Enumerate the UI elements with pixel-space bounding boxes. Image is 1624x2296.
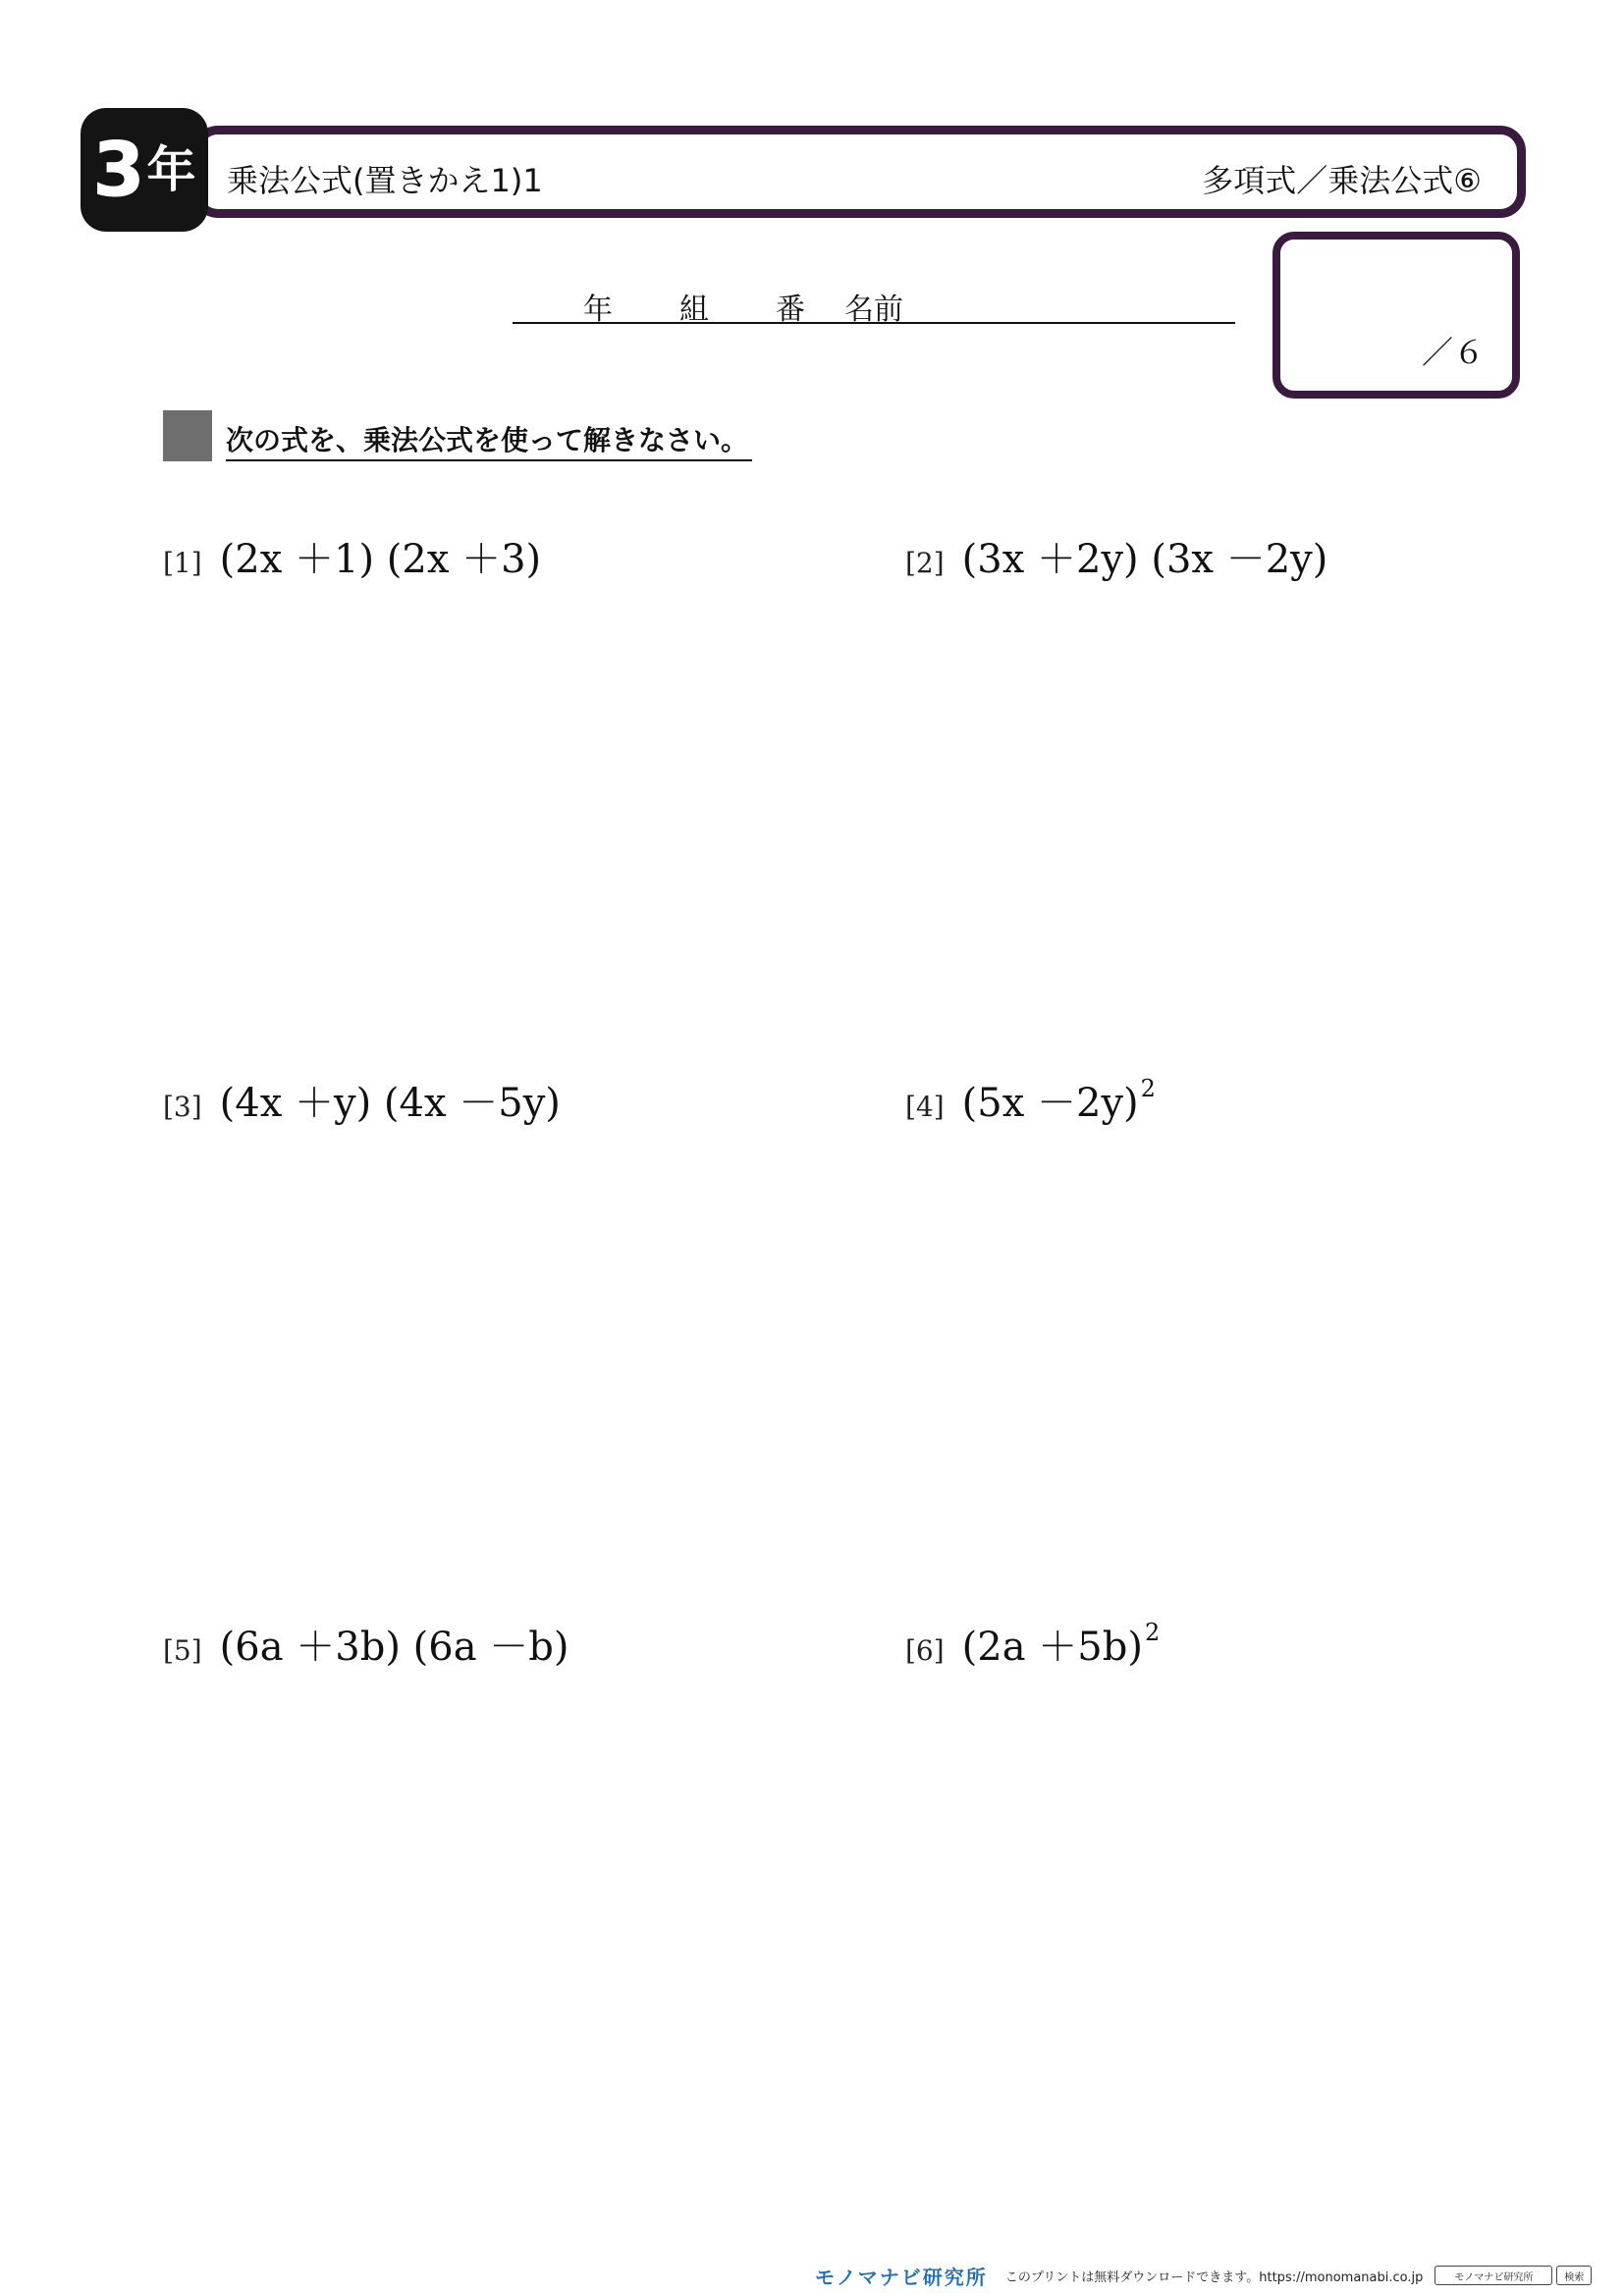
- instruction: [163, 410, 752, 461]
- problem-number: [5]: [163, 1634, 202, 1667]
- class-label: 組: [679, 293, 709, 327]
- problem-number: [2]: [905, 547, 945, 579]
- title-bar: [192, 126, 1526, 218]
- problem-number: [1]: [163, 547, 202, 579]
- number-label: 番: [776, 293, 805, 327]
- problem-exponent: 2: [1140, 1075, 1156, 1102]
- grade-number: 3: [92, 126, 145, 213]
- worksheet-title: 乗法公式(置きかえ1)1: [227, 162, 543, 199]
- problem-exponent: 2: [1144, 1619, 1161, 1646]
- problem-4: [905, 1072, 1156, 1128]
- instruction-text: 次の式を、乗法公式を使って解きなさい。: [226, 424, 752, 461]
- problem-5: [163, 1616, 569, 1672]
- footer-text[interactable]: このプリントは無料ダウンロードできます。https://monomanabi.co.jp: [1004, 2269, 1424, 2285]
- grade-unit: 年: [146, 141, 196, 198]
- problem-expression: (6a ＋3b) (6a －b): [219, 1625, 569, 1670]
- instruction-square-icon: [163, 410, 212, 461]
- problem-number: [4]: [905, 1091, 945, 1123]
- problem-1: [163, 528, 541, 584]
- problem-expression: $(5x -2y)^2$: [961, 1075, 1156, 1126]
- score-total: ／６: [1421, 334, 1485, 371]
- problem-2: [905, 528, 1327, 584]
- footer-search-button[interactable]: 検索: [1556, 2266, 1592, 2285]
- score-box[interactable]: [1272, 232, 1520, 399]
- problem-expression: (2x ＋1) (2x ＋3): [219, 537, 542, 582]
- problem-expression: $(2a +5b)^2$: [961, 1619, 1161, 1670]
- problem-expression: (3x ＋2y) (3x －2y): [961, 537, 1328, 582]
- problem-6: [905, 1616, 1160, 1672]
- name-label: 名前: [844, 293, 903, 327]
- problem-number: [6]: [905, 1634, 945, 1667]
- problem-expression: (4x ＋y) (4x －5y): [219, 1081, 561, 1126]
- footer-logo[interactable]: モノマナビ研究所: [815, 2265, 988, 2289]
- worksheet-category: 多項式／乗法公式⑥: [1202, 162, 1482, 199]
- name-line[interactable]: [513, 285, 1235, 327]
- year-label: 年: [583, 293, 613, 327]
- footer: [815, 2262, 1600, 2289]
- problem-3: [163, 1072, 561, 1128]
- problem-number: [3]: [163, 1091, 202, 1123]
- footer-search-input[interactable]: モノマナビ研究所: [1435, 2266, 1552, 2285]
- grade-badge: [81, 108, 208, 232]
